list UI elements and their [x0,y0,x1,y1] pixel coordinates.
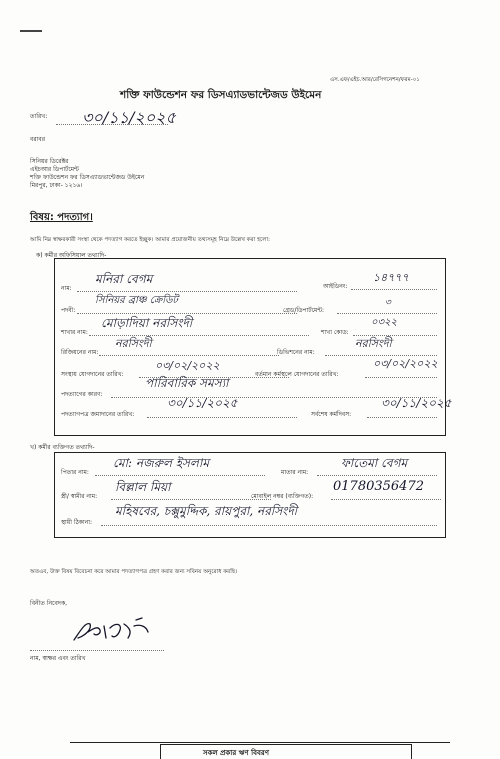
official-info-box [54,258,452,436]
mother-label: মাতার নাম: [281,469,309,476]
spouse-label: স্ত্রী/ স্বামীর নাম: [61,493,98,500]
section-a-heading: ক) কর্মীর অফিসিয়াল তথ্যাদি- [36,252,107,259]
personal-info-box [54,452,446,538]
sign-off: বিনীত নিবেদক, [30,600,68,607]
footer-table-border [70,742,450,743]
mobile-value: 01780356472 [333,479,424,494]
division-value: নরসিংদী [355,337,392,350]
addressee-line-3: এইচআর ডিপার্টমেন্ট [30,166,79,173]
spouse-value: বিল্লাল মিয়া [115,480,171,494]
handwritten-signature [70,616,160,646]
signature-line [30,650,164,651]
signature-label: নাম, স্বাক্ষর এবং তারিখ [30,655,86,662]
id-label: আইডিনং: [323,283,348,290]
join-date-label: সংস্থায় যোগদানের তারিখ: [61,371,124,378]
region-value: নরসিংদী [115,337,152,350]
id-value: ১৪৭৭৭ [373,271,409,284]
submit-date-label: পদত্যাগপত্র জমাদানের তারিখ: [61,411,135,418]
form-code: এস.এফ/এইচ.আর/রেসিগনেশন/ফরম-০১ [330,77,420,83]
addressee-line-4: শক্তি ফাউন্ডেশন ফর ডিসএ্যাডভান্টেজড উইমেন [30,174,145,181]
addressee-line-5: মিরপুর, ঢাকা- ১২১৬। [30,182,83,189]
addressee-line-2: সিনিয়র ডিরেক্টর [30,158,69,165]
join-date-value: ০৩/০২/২০২২ [155,359,220,372]
grade-value: ৩ [385,298,391,308]
reason-value: পারিবারিক সমস্যা [145,376,229,390]
designation-value: সিনিয়র ব্রাঞ্চ ক্রেডিট [95,295,178,306]
mother-value: ফাতেমা বেগম [341,456,408,470]
current-join-value: ০৩/০২/২০২২ [373,357,438,370]
address-value: মহিষবের, চক্সুমুদ্দিক, রায়পুরা, নরসিংদী [115,504,298,518]
branch-code-value: ০৩২২ [371,317,398,328]
last-day-label: সর্বশেষ কর্মদিবস: [311,411,352,418]
branch-label: শাখার নাম: [61,329,88,336]
grade-label: গ্রেড/ডিপার্টমেন্ট: [283,307,325,314]
date-value: ৩০/১১/২০২৫ [82,108,176,127]
branch-code-label: শাখা কোড: [321,329,349,336]
submit-date-value: ৩০/১১/২০২৫ [167,396,238,410]
designation-label: পদবী: [61,307,76,314]
name-value: মনিরা বেগম [95,272,153,286]
intro-text: আমি নিম্ন স্বাক্ষরকারী সংস্থা থেকে পদত্যাগ করতে ইচ্ছুক। আমার প্রয়োজনীয় তথ্যসমূহ নিম্নে উল্লেখ করা হলো: [30,237,270,243]
father-value: মো: নজরুল ইসলাম [113,456,209,470]
addressee-line-1: বরাবর [30,136,46,143]
branch-value: মোড়াদিয়া নরসিংদী [101,316,193,330]
mobile-label: মোবাইল নম্বর (ব্যক্তিগত): [251,493,314,500]
address-label: স্থায়ী ঠিকানা: [61,519,93,526]
father-label: পিতার নাম: [61,469,89,476]
section-b-heading: খ) কর্মীর ব্যক্তিগত তথ্যাদি- [30,444,95,451]
footer-table-header [160,744,412,759]
subject: বিষয়: পদত্যাগ। [30,212,93,223]
name-label: নাম: [61,285,72,292]
punch-mark [20,30,42,32]
footer-table-title: সকল প্রকার ঋণ বিবরণ [203,749,269,757]
org-title: শক্তি ফাউন্ডেশন ফর ডিসএ্যাডভান্টেজড উইমেন [120,89,322,101]
division-label: ডিভিশনের নাম: [277,349,315,356]
reason-label: পদত্যাগের কারণ: [61,391,103,398]
last-day-value: ৩০/১১/২০২৫ [381,396,452,410]
current-join-label: বর্তমান কর্মস্থলে যোগদানের তারিখ: [255,371,339,378]
date-label: তারিখ: [30,113,48,120]
closing-text: অতএব, উক্ত বিষয় বিবেচনা করে আমার পদত্যাগপত্র গ্রহণ করার জন্য সবিনয় অনুরোধ করছি। [30,569,238,575]
region-label: রিজিয়নের নাম: [61,349,99,356]
date-underline [56,124,168,125]
